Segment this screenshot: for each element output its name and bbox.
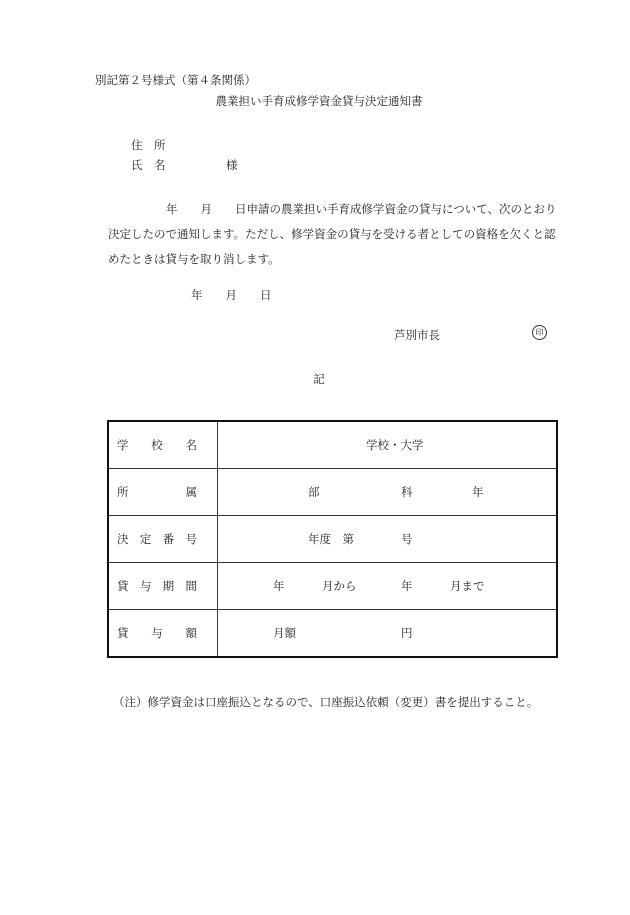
school-label bbox=[108, 421, 218, 469]
name-label: 氏 名 bbox=[131, 158, 166, 172]
table-row-amount bbox=[108, 610, 557, 658]
period-label-char: 間 bbox=[185, 579, 197, 593]
dept-label-char: 所 bbox=[117, 485, 129, 499]
dept-label-char: 属 bbox=[185, 485, 197, 499]
body-line-3: めたときは貸与を取り消します。 bbox=[108, 252, 280, 266]
table-row-period bbox=[108, 563, 557, 610]
body-text bbox=[108, 197, 578, 272]
school-label-char: 名 bbox=[185, 438, 197, 452]
decision-value-cell[interactable] bbox=[218, 516, 558, 563]
ki-heading: 記 bbox=[313, 372, 325, 386]
dept-value-cell[interactable] bbox=[218, 469, 558, 516]
decision-label-char: 定 bbox=[139, 532, 152, 546]
honorific: 様 bbox=[226, 158, 238, 172]
details-table bbox=[107, 420, 558, 658]
period-label-char: 貸 bbox=[117, 579, 129, 593]
period-label bbox=[108, 563, 218, 610]
date-line: 年 月 日 bbox=[191, 288, 272, 302]
amount-monthly: 月額 bbox=[273, 626, 296, 640]
amount-value-cell[interactable] bbox=[218, 610, 558, 658]
form-id: 別記第２号様式（第４条関係） bbox=[95, 73, 256, 87]
decision-go: 号 bbox=[401, 532, 413, 546]
dept-ka: 科 bbox=[401, 485, 413, 499]
decision-label-char: 号 bbox=[185, 532, 197, 546]
amount-label-char: 貸 bbox=[117, 626, 129, 640]
decision-label-char: 決 bbox=[117, 532, 129, 546]
dept-label bbox=[108, 469, 218, 516]
body-line-1: 年 月 日申請の農業担い手育成修学資金の貸与について、次のとおり bbox=[166, 202, 557, 216]
period-start-year: 年 bbox=[273, 579, 285, 593]
period-end-year: 年 bbox=[401, 579, 413, 593]
period-label-char: 期 bbox=[162, 579, 175, 593]
school-label-char: 学 bbox=[117, 438, 129, 452]
dept-bu: 部 bbox=[308, 485, 320, 499]
signer: 芦別市長 bbox=[394, 328, 440, 342]
school-value-cell[interactable] bbox=[218, 421, 558, 469]
note: （注）修学資金は口座振込となるので、口座振込依頼（変更）書を提出すること。 bbox=[113, 695, 539, 709]
document-title: 農業担い手育成修学資金貸与決定通知書 bbox=[215, 94, 423, 108]
table-row-school bbox=[108, 421, 557, 469]
amount-label-char: 与 bbox=[151, 626, 163, 640]
table-row-dept bbox=[108, 469, 557, 516]
table-row-decision bbox=[108, 516, 557, 563]
seal-icon: 印 bbox=[532, 325, 547, 340]
decision-label bbox=[108, 516, 218, 563]
address-label: 住 所 bbox=[131, 138, 166, 152]
amount-label bbox=[108, 610, 218, 658]
decision-label-char: 番 bbox=[162, 532, 175, 546]
decision-nendo: 年度 第 bbox=[308, 532, 354, 546]
amount-yen: 円 bbox=[401, 626, 413, 640]
school-value: 学校・大学 bbox=[366, 438, 424, 452]
period-value-cell[interactable] bbox=[218, 563, 558, 610]
school-label-char: 校 bbox=[151, 438, 163, 452]
body-line-2: 決定したので通知します。ただし、修学資金の貸与を受ける者としての資格を欠くと認 bbox=[108, 227, 556, 241]
period-start-month: 月から bbox=[322, 579, 357, 593]
dept-nen: 年 bbox=[472, 485, 484, 499]
amount-label-char: 額 bbox=[185, 626, 197, 640]
period-end-month: 月まで bbox=[450, 579, 485, 593]
period-label-char: 与 bbox=[139, 579, 152, 593]
